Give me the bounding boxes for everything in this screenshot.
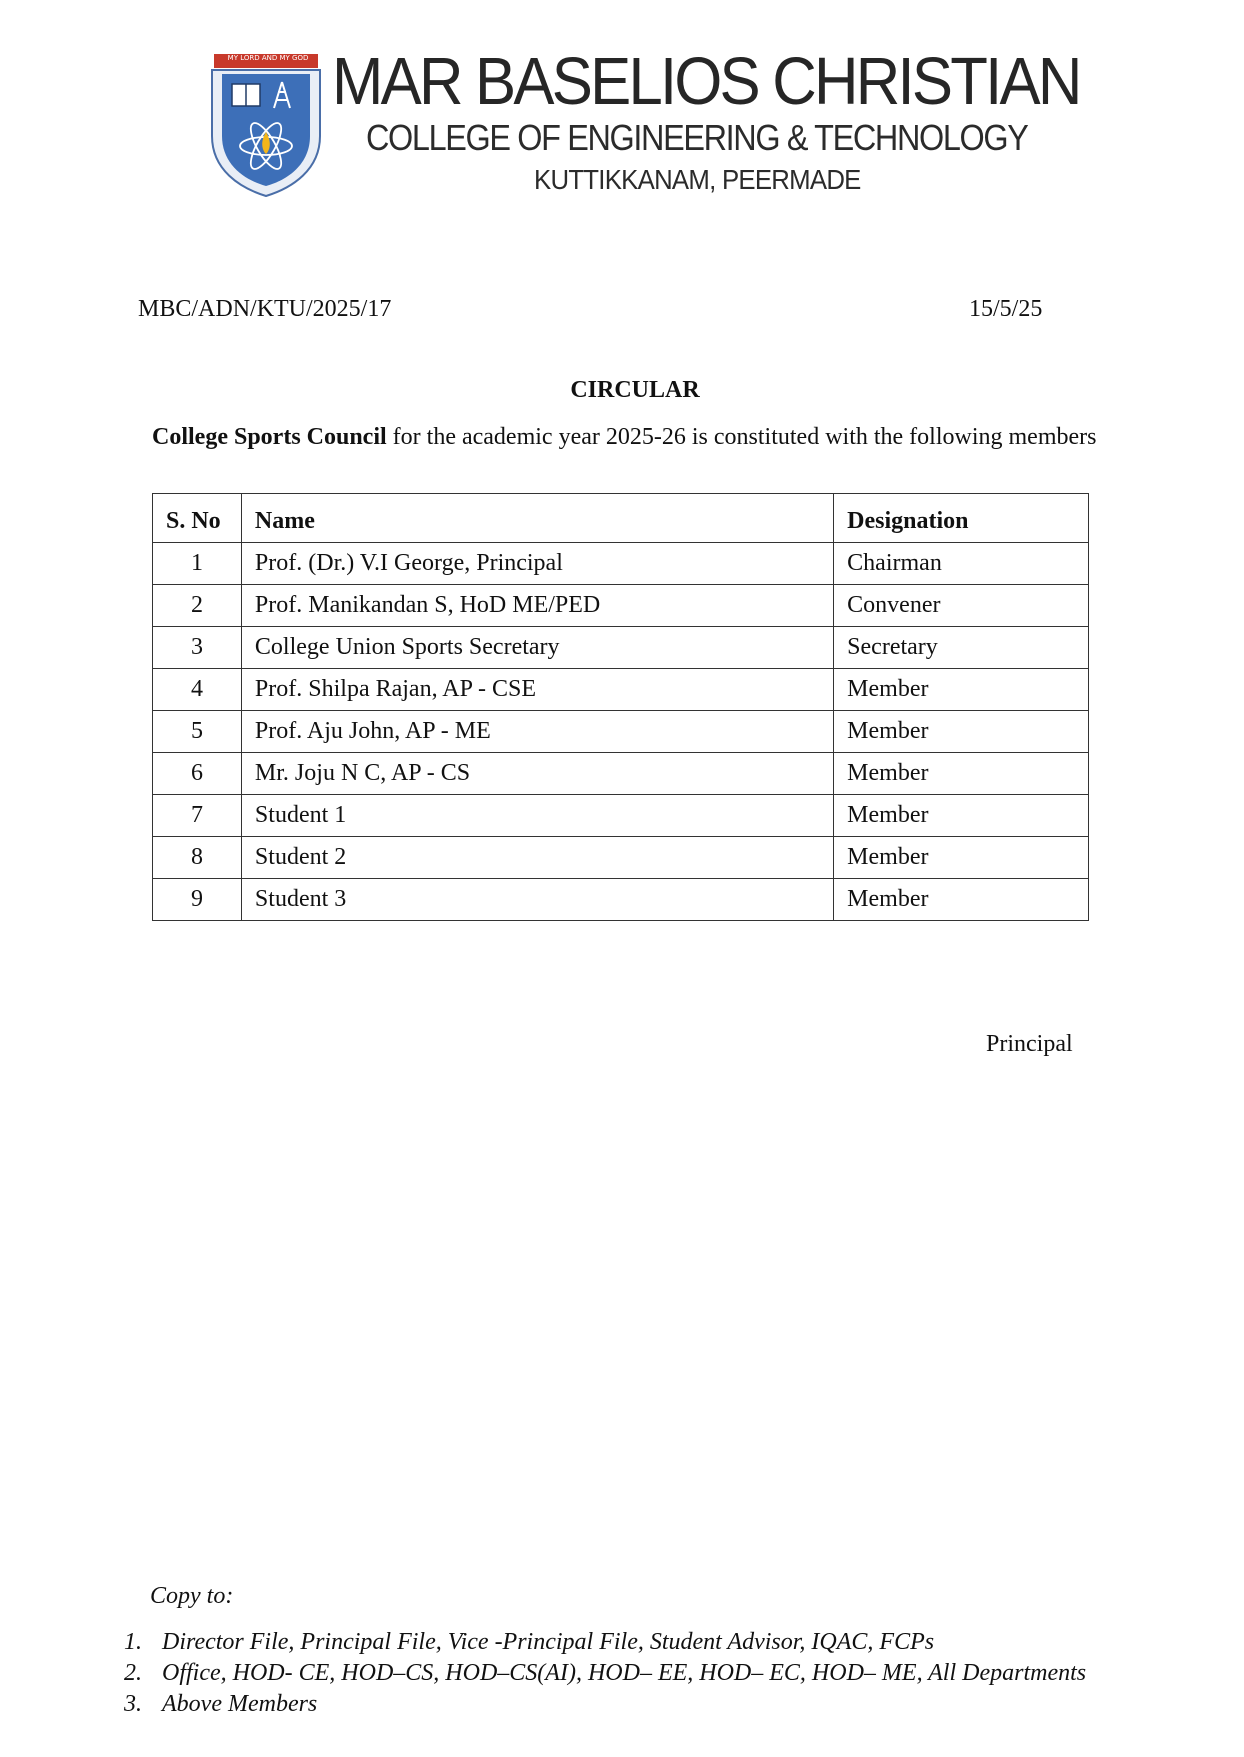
- copy-to-list: [124, 1627, 1086, 1720]
- row-name: Prof. Shilpa Rajan, AP - CSE: [241, 669, 833, 711]
- table-row: [153, 837, 1089, 879]
- list-text: Above Members: [162, 1691, 318, 1717]
- intro-text: [152, 424, 1096, 451]
- page-title: CIRCULAR: [570, 377, 700, 403]
- institution-location: KUTTIKKANAM, PEERMADE: [534, 164, 861, 195]
- row-sno: 7: [153, 795, 242, 837]
- row-designation: Member: [834, 753, 1089, 795]
- table-row: [153, 879, 1089, 921]
- list-number: 3.: [124, 1691, 142, 1717]
- row-sno: 5: [153, 711, 242, 753]
- row-designation: Member: [834, 669, 1089, 711]
- row-designation: Member: [834, 879, 1089, 921]
- institution-subtitle: COLLEGE OF ENGINEERING & TECHNOLOGY: [366, 117, 1028, 158]
- row-name: Mr. Joju N C, AP - CS: [241, 753, 833, 795]
- intro-bold: College Sports Council: [152, 424, 387, 450]
- list-number: 1.: [124, 1629, 142, 1655]
- intro-rest: for the academic year 2025-26 is constituted with the following members: [386, 424, 1097, 450]
- row-sno: 2: [153, 585, 242, 627]
- list-number: 2.: [124, 1660, 142, 1686]
- row-name: Student 1: [241, 795, 833, 837]
- table-row: [153, 543, 1089, 585]
- table-row: [153, 753, 1089, 795]
- row-sno: 3: [153, 627, 242, 669]
- institution-name: MAR BASELIOS CHRISTIAN: [332, 44, 1080, 119]
- table-row: [153, 795, 1089, 837]
- list-item: [124, 1658, 1086, 1689]
- row-designation: Member: [834, 837, 1089, 879]
- row-sno: 6: [153, 753, 242, 795]
- row-designation: Member: [834, 711, 1089, 753]
- header-name: Name: [241, 494, 833, 543]
- table-row: [153, 669, 1089, 711]
- row-sno: 4: [153, 669, 242, 711]
- copy-to-label: Copy to:: [150, 1583, 234, 1609]
- table-row: [153, 585, 1089, 627]
- header-sno: S. No: [153, 494, 242, 543]
- table-header-row: [153, 494, 1089, 543]
- row-name: College Union Sports Secretary: [241, 627, 833, 669]
- row-name: Prof. Manikandan S, HoD ME/PED: [241, 585, 833, 627]
- list-item: [124, 1627, 1086, 1658]
- row-sno: 8: [153, 837, 242, 879]
- college-crest: [204, 52, 328, 198]
- row-designation: Chairman: [834, 543, 1089, 585]
- row-sno: 1: [153, 543, 242, 585]
- crest-motto: MY LORD AND MY GOD: [227, 54, 309, 62]
- circular-date: 15/5/25: [969, 296, 1043, 322]
- list-text: Office, HOD- CE, HOD–CS, HOD–CS(AI), HOD– EE, HOD– EC, HOD– ME, All Departments: [162, 1660, 1087, 1686]
- row-name: Prof. Aju John, AP - ME: [241, 711, 833, 753]
- row-name: Student 3: [241, 879, 833, 921]
- header-designation: Designation: [834, 494, 1089, 543]
- table-row: [153, 627, 1089, 669]
- list-item: [124, 1689, 1086, 1720]
- row-designation: Secretary: [834, 627, 1089, 669]
- table-row: [153, 711, 1089, 753]
- row-sno: 9: [153, 879, 242, 921]
- reference-number: MBC/ADN/KTU/2025/17: [138, 296, 392, 322]
- college-crest-graphic: [204, 52, 328, 198]
- row-name: Student 2: [241, 837, 833, 879]
- row-designation: Member: [834, 795, 1089, 837]
- row-name: Prof. (Dr.) V.I George, Principal: [241, 543, 833, 585]
- council-table: [152, 493, 1089, 921]
- row-designation: Convener: [834, 585, 1089, 627]
- signatory: Principal: [986, 1031, 1073, 1057]
- list-text: Director File, Principal File, Vice -Principal File, Student Advisor, IQAC, FCPs: [162, 1629, 935, 1655]
